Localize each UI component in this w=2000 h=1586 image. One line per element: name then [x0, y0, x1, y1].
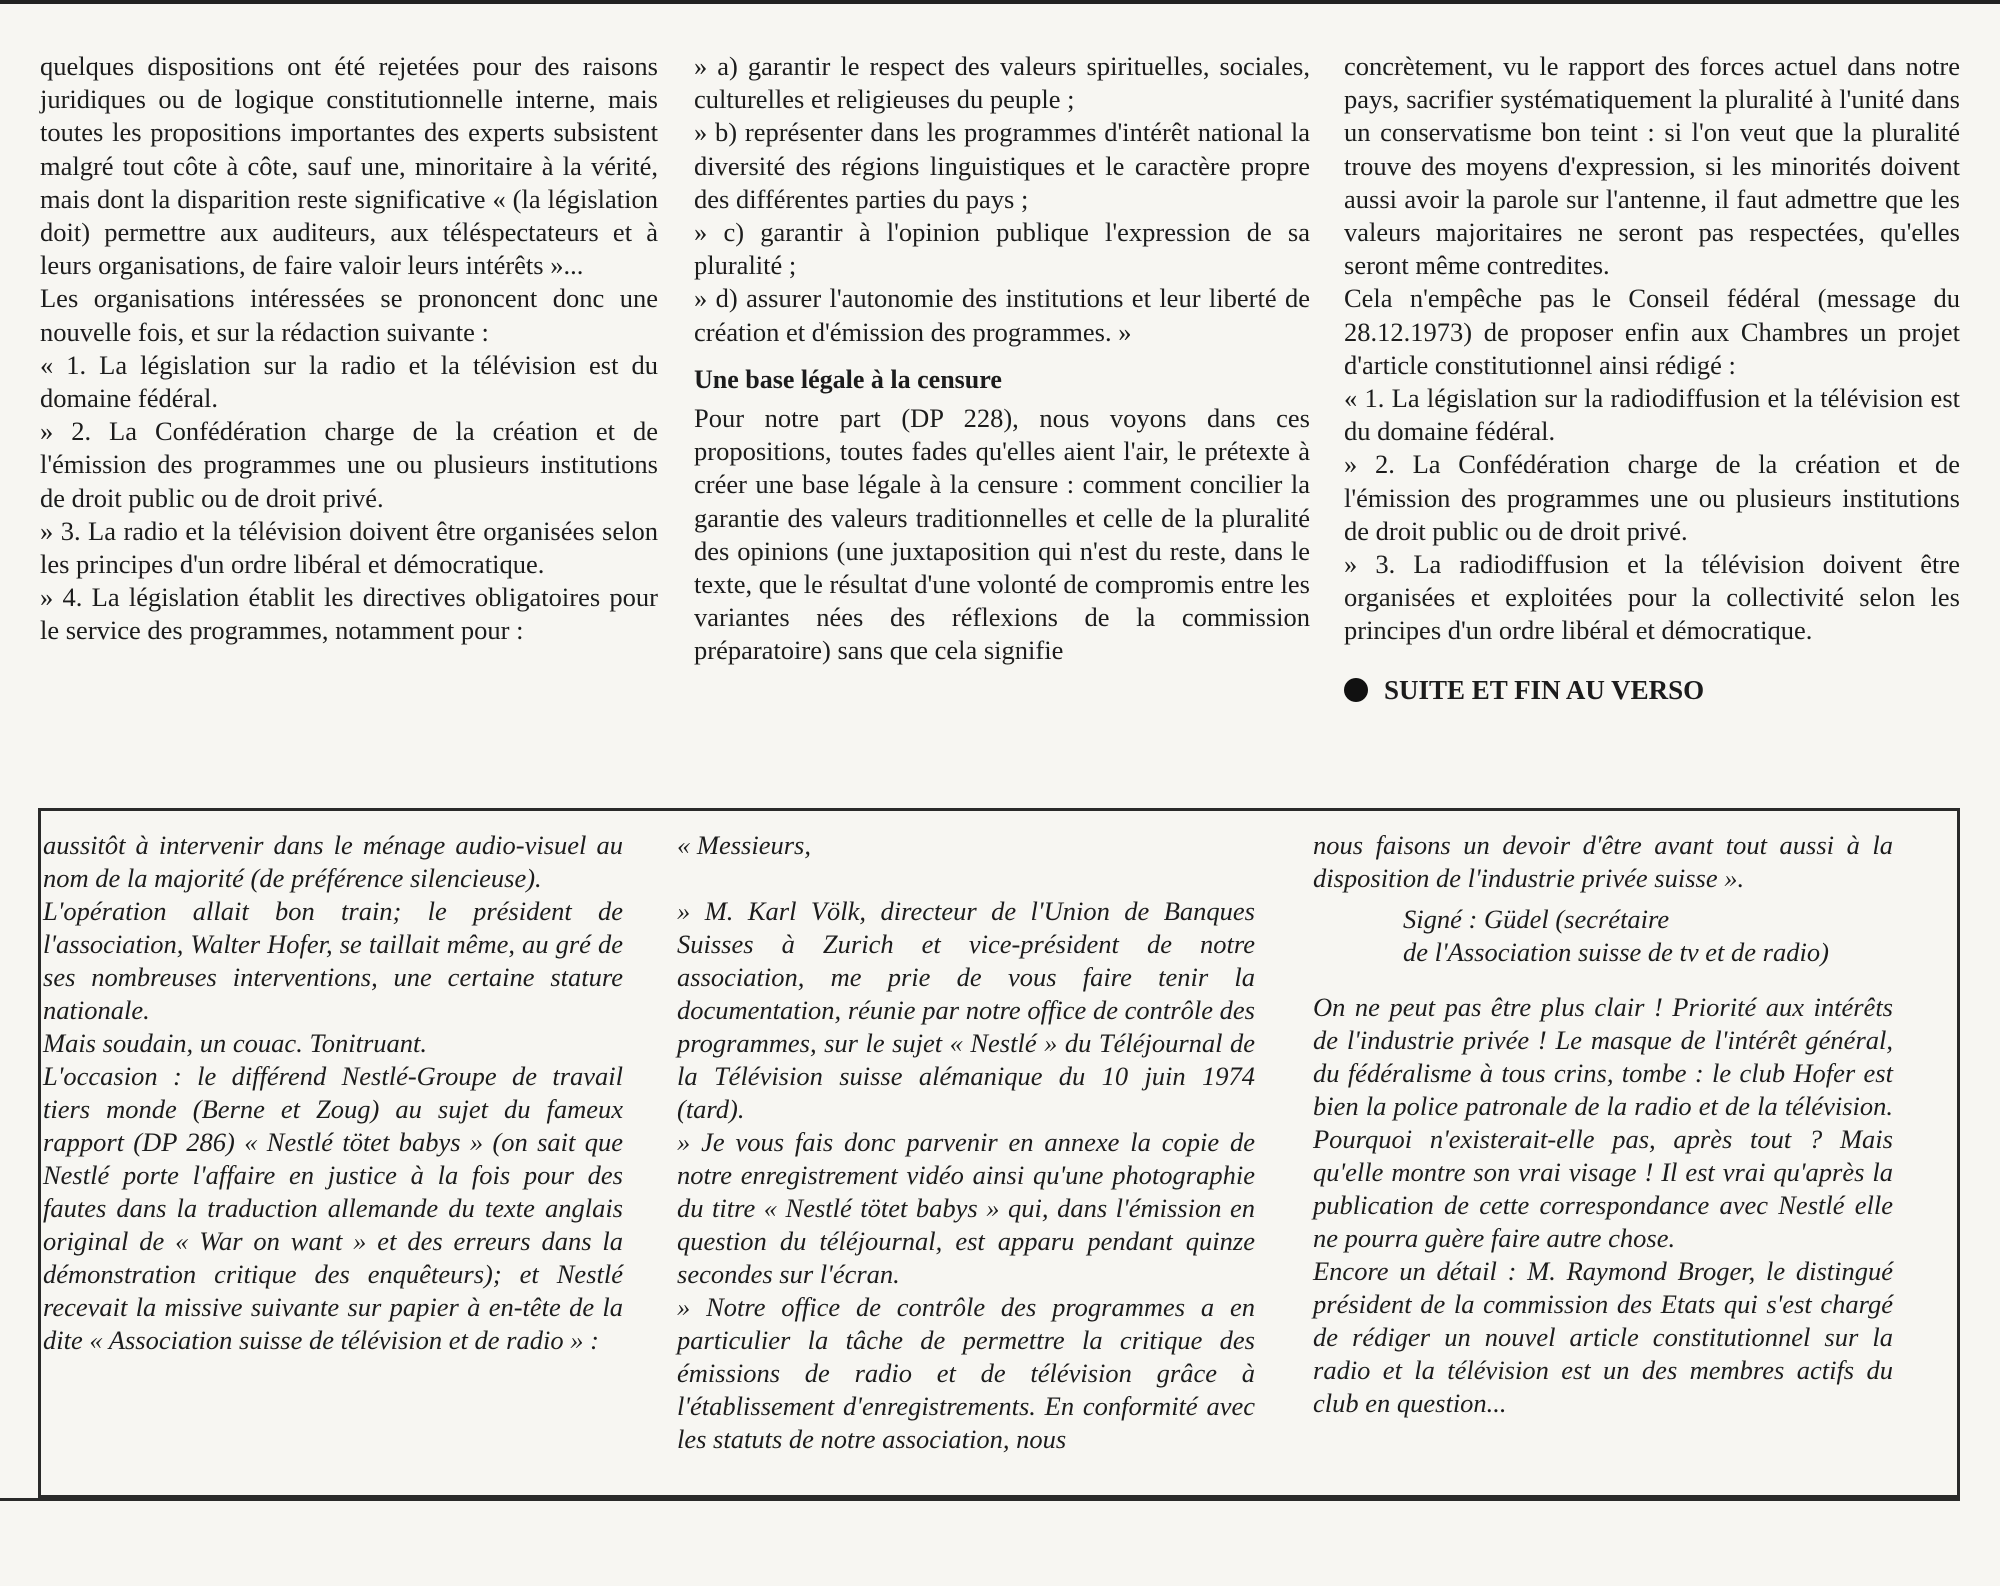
boxed-sidebar — [38, 808, 1960, 1498]
paragraph: Mais soudain, un couac. Tonitruant. — [43, 1028, 428, 1058]
paragraph: Pour notre part (DP 228), nous voyons dans ces propositions, toutes fades qu'elles aient l'air, le prétexte à créer une base légale à la censure : comment concilier la garantie des valeurs traditionnelles et celle de la pluralité des opinions (une juxtaposition qui n'est du reste, dans le texte, que le résultat d'une volonté de compromis entre les variantes nées des réflexions de la commission préparatoire) sans que cela signifie — [694, 403, 1310, 666]
paragraph: Cela n'empêche pas le Conseil fédéral (message du 28.12.1973) de proposer enfin aux Chambres un projet d'article constitutionnel ainsi rédigé : — [1344, 283, 1960, 380]
paragraph: » b) représenter dans les programmes d'intérêt national la diversité des régions linguistiques et le caractère propre des différentes parties du pays ; — [694, 117, 1310, 214]
signature-line: de l'Association suisse de tv et de radio) — [1403, 937, 1829, 967]
signature-line: Signé : Güdel (secrétaire — [1403, 904, 1670, 934]
paragraph: » c) garantir à l'opinion publique l'expression de sa pluralité ; — [694, 217, 1310, 281]
continued-label: SUITE ET FIN AU VERSO — [1384, 674, 1705, 705]
bottom-rule — [0, 1498, 1960, 1501]
paragraph: » M. Karl Völk, directeur de l'Union de Banques Suisses à Zurich et vice-président de notre association, me prie de vous faire tenir la documentation, réunie par notre office de contrôle des programmes, sur le sujet « Nestlé » du Téléjournal de la Télévision suisse alémanique du 10 juin 1974 (tard). — [677, 896, 1255, 1124]
paragraph: » d) assurer l'autonomie des institutions et leur liberté de création et d'émission des programmes. » — [694, 283, 1310, 347]
article-column-3 — [1344, 50, 1960, 707]
paragraph: » 4. La législation établit les directives obligatoires pour le service des programmes, notamment pour : — [40, 582, 658, 646]
paragraph: » 3. La radiodiffusion et la télévision doivent être organisées et exploitées pour la collectivité selon les principes d'un ordre libéral et démocratique. — [1344, 549, 1960, 646]
box-column-2 — [677, 829, 1255, 1456]
paragraph: » 2. La Confédération charge de la création et de l'émission des programmes une ou plusieurs institutions de droit public ou de droit privé. — [40, 416, 658, 513]
paragraph: « 1. La législation sur la radio et la télévision est du domaine fédéral. — [40, 349, 658, 414]
paragraph: Les organisations intéressées se prononcent donc une nouvelle fois, et sur la rédaction suivante : — [40, 283, 658, 347]
box-column-1 — [43, 829, 623, 1357]
letter-salutation: « Messieurs, — [677, 830, 811, 860]
paragraph: quelques dispositions ont été rejetées pour des raisons juridiques ou de logique constitutionnelle interne, mais toutes les propositions importantes des experts subsistent malgré tout côte à côte, sauf une, minoritaire à la vérité, mais dont la disparition reste significative « (la législation doit) permettre aux auditeurs, aux téléspectateurs et à leurs organisations, de faire valoir leurs intérêts »... — [40, 51, 658, 281]
article-column-1 — [40, 50, 658, 648]
box-column-3 — [1313, 829, 1893, 1420]
section-subheading: Une base légale à la censure — [694, 364, 1002, 394]
paragraph: « 1. La législation sur la radiodiffusion et la télévision est du domaine fédéral. — [1344, 383, 1960, 447]
paragraph: aussitôt à intervenir dans le ménage audio-visuel au nom de la majorité (de préférence silencieuse). — [43, 830, 623, 893]
paragraph: » 2. La Confédération charge de la création et de l'émission des programmes une ou plusieurs institutions de droit public ou de droit privé. — [1344, 449, 1960, 546]
paragraph: On ne peut pas être plus clair ! Priorité aux intérêts de l'industrie privée ! Le masque de l'intérêt général, du fédéralisme à tous crins, tombe : le club Hofer est bien la police patronale de la radio et de la télévision. Pourquoi n'existerait-elle pas, après tout ? Mais qu'elle montre son vrai visage ! Il est vrai qu'après la publication de cette correspondance avec Nestlé elle ne pourra guère faire autre chose. — [1313, 992, 1893, 1253]
paragraph: » a) garantir le respect des valeurs spirituelles, sociales, culturelles et religieuses du peuple ; — [694, 51, 1310, 115]
paragraph: concrètement, vu le rapport des forces actuel dans notre pays, sacrifier systématiquement la pluralité à l'unité dans un conservatisme bon teint : si l'on veut que la pluralité trouve des moyens d'expression, si les minorités doivent aussi avoir la parole sur l'antenne, il faut admettre que les valeurs majoritaires ne seront pas respectées, qu'elles seront même contredites. — [1344, 51, 1960, 281]
paragraph: Encore un détail : M. Raymond Broger, le distingué président de la commission des Etats qui s'est chargé de rédiger un nouvel article constitutionnel sur la radio et la télévision est un des membres actifs du club en question... — [1313, 1256, 1893, 1418]
paragraph: L'occasion : le différend Nestlé-Groupe de travail tiers monde (Berne et Zoug) au sujet du fameux rapport (DP 286) « Nestlé tötet babys » (on sait que Nestlé porte l'affaire en justice à la fois pour des fautes dans la traduction allemande du texte anglais original de « War on want » et des erreurs dans la démonstration critique des enquêteurs); et Nestlé recevait la missive suivante sur papier à en-tête de la dite « Association suisse de télévision et de radio » : — [43, 1061, 623, 1355]
paragraph: » 3. La radio et la télévision doivent être organisées selon les principes d'un ordre libéral et démocratique. — [40, 515, 658, 580]
paragraph: nous faisons un devoir d'être avant tout aussi à la disposition de l'industrie privée suisse ». — [1313, 830, 1893, 893]
continued-notice — [1344, 674, 1960, 707]
paragraph: » Notre office de contrôle des programmes a en particulier la tâche de permettre la critique des émissions de radio et de télévision grâce à l'établissement d'enregistrements. En conformité avec les statuts de notre association, nous — [677, 1292, 1255, 1454]
bullet-icon — [1344, 678, 1368, 702]
paragraph: L'opération allait bon train; le président de l'association, Walter Hofer, se taillait même, au gré de ses nombreuses interventions, une certaine stature nationale. — [43, 896, 623, 1025]
article-column-2 — [694, 50, 1310, 668]
top-rule — [0, 0, 2000, 4]
paragraph: » Je vous fais donc parvenir en annexe la copie de notre enregistrement vidéo ainsi qu'une photographie du titre « Nestlé tötet babys » qui, dans l'émission en question du téléjournal, est apparu pendant quinze secondes sur l'écran. — [677, 1127, 1255, 1289]
